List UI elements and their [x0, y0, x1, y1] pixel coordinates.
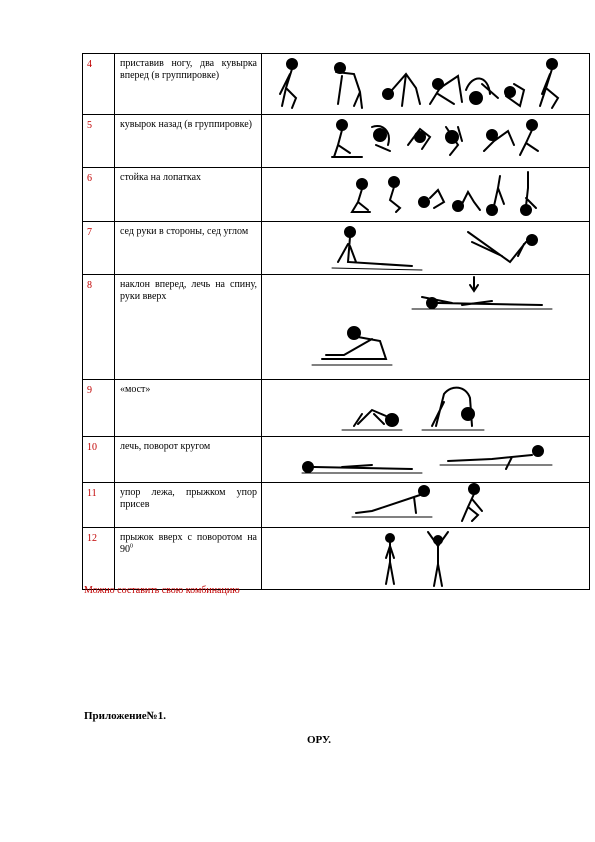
table-row	[83, 528, 590, 590]
row-illustration	[262, 54, 590, 115]
shoulder-stand-sequence-figures	[262, 168, 589, 222]
row-number: 6	[83, 168, 115, 222]
row-description: упор лежа, прыжком упор присев	[115, 483, 262, 528]
combination-note: Можно составить свою комбинацию	[84, 585, 240, 596]
row-illustration	[262, 222, 590, 275]
table-row	[83, 380, 590, 437]
row-number: 11	[83, 483, 115, 528]
table-row	[83, 275, 590, 380]
bridge-figures	[262, 380, 589, 437]
row-number: 10	[83, 437, 115, 483]
forward-bend-and-lying-figures	[262, 275, 589, 380]
row-illustration	[262, 483, 590, 528]
row-number: 5	[83, 115, 115, 168]
roll-forward-sequence-figures	[262, 54, 589, 115]
row-number: 12	[83, 528, 115, 590]
jump-turn-figures	[262, 528, 589, 590]
row-description: сед руки в стороны, сед углом	[115, 222, 262, 275]
lying-turn-figures	[262, 437, 589, 483]
row-description-text: прыжок вверх с поворотом на 90	[120, 532, 257, 555]
row-description: лечь, поворот кругом	[115, 437, 262, 483]
row-number: 9	[83, 380, 115, 437]
row-description: кувырок назад (в группировке)	[115, 115, 262, 168]
row-number: 8	[83, 275, 115, 380]
row-illustration	[262, 528, 590, 590]
row-description: приставив ногу, два кувырка вперед (в группировке)	[115, 54, 262, 115]
section-heading: ОРУ.	[307, 734, 332, 746]
row-illustration	[262, 115, 590, 168]
table-row	[83, 437, 590, 483]
row-illustration	[262, 380, 590, 437]
row-description: наклон вперед, лечь на спину, руки вверх	[115, 275, 262, 380]
row-description: стойка на лопатках	[115, 168, 262, 222]
row-illustration	[262, 168, 590, 222]
degree-superscript: 0	[130, 543, 133, 550]
table-row	[83, 168, 590, 222]
row-number: 7	[83, 222, 115, 275]
row-number: 4	[83, 54, 115, 115]
row-description: «мост»	[115, 380, 262, 437]
appendix-title: Приложение№1.	[84, 710, 166, 722]
exercise-table	[82, 53, 590, 590]
row-illustration	[262, 437, 590, 483]
sitting-and-v-sit-figures	[262, 222, 589, 275]
row-description	[115, 528, 262, 590]
table-row	[83, 483, 590, 528]
table-row	[83, 222, 590, 275]
table-row	[83, 115, 590, 168]
table-row	[83, 54, 590, 115]
row-illustration	[262, 275, 590, 380]
plank-and-squat-figures	[262, 483, 589, 528]
roll-backward-sequence-figures	[262, 115, 589, 168]
